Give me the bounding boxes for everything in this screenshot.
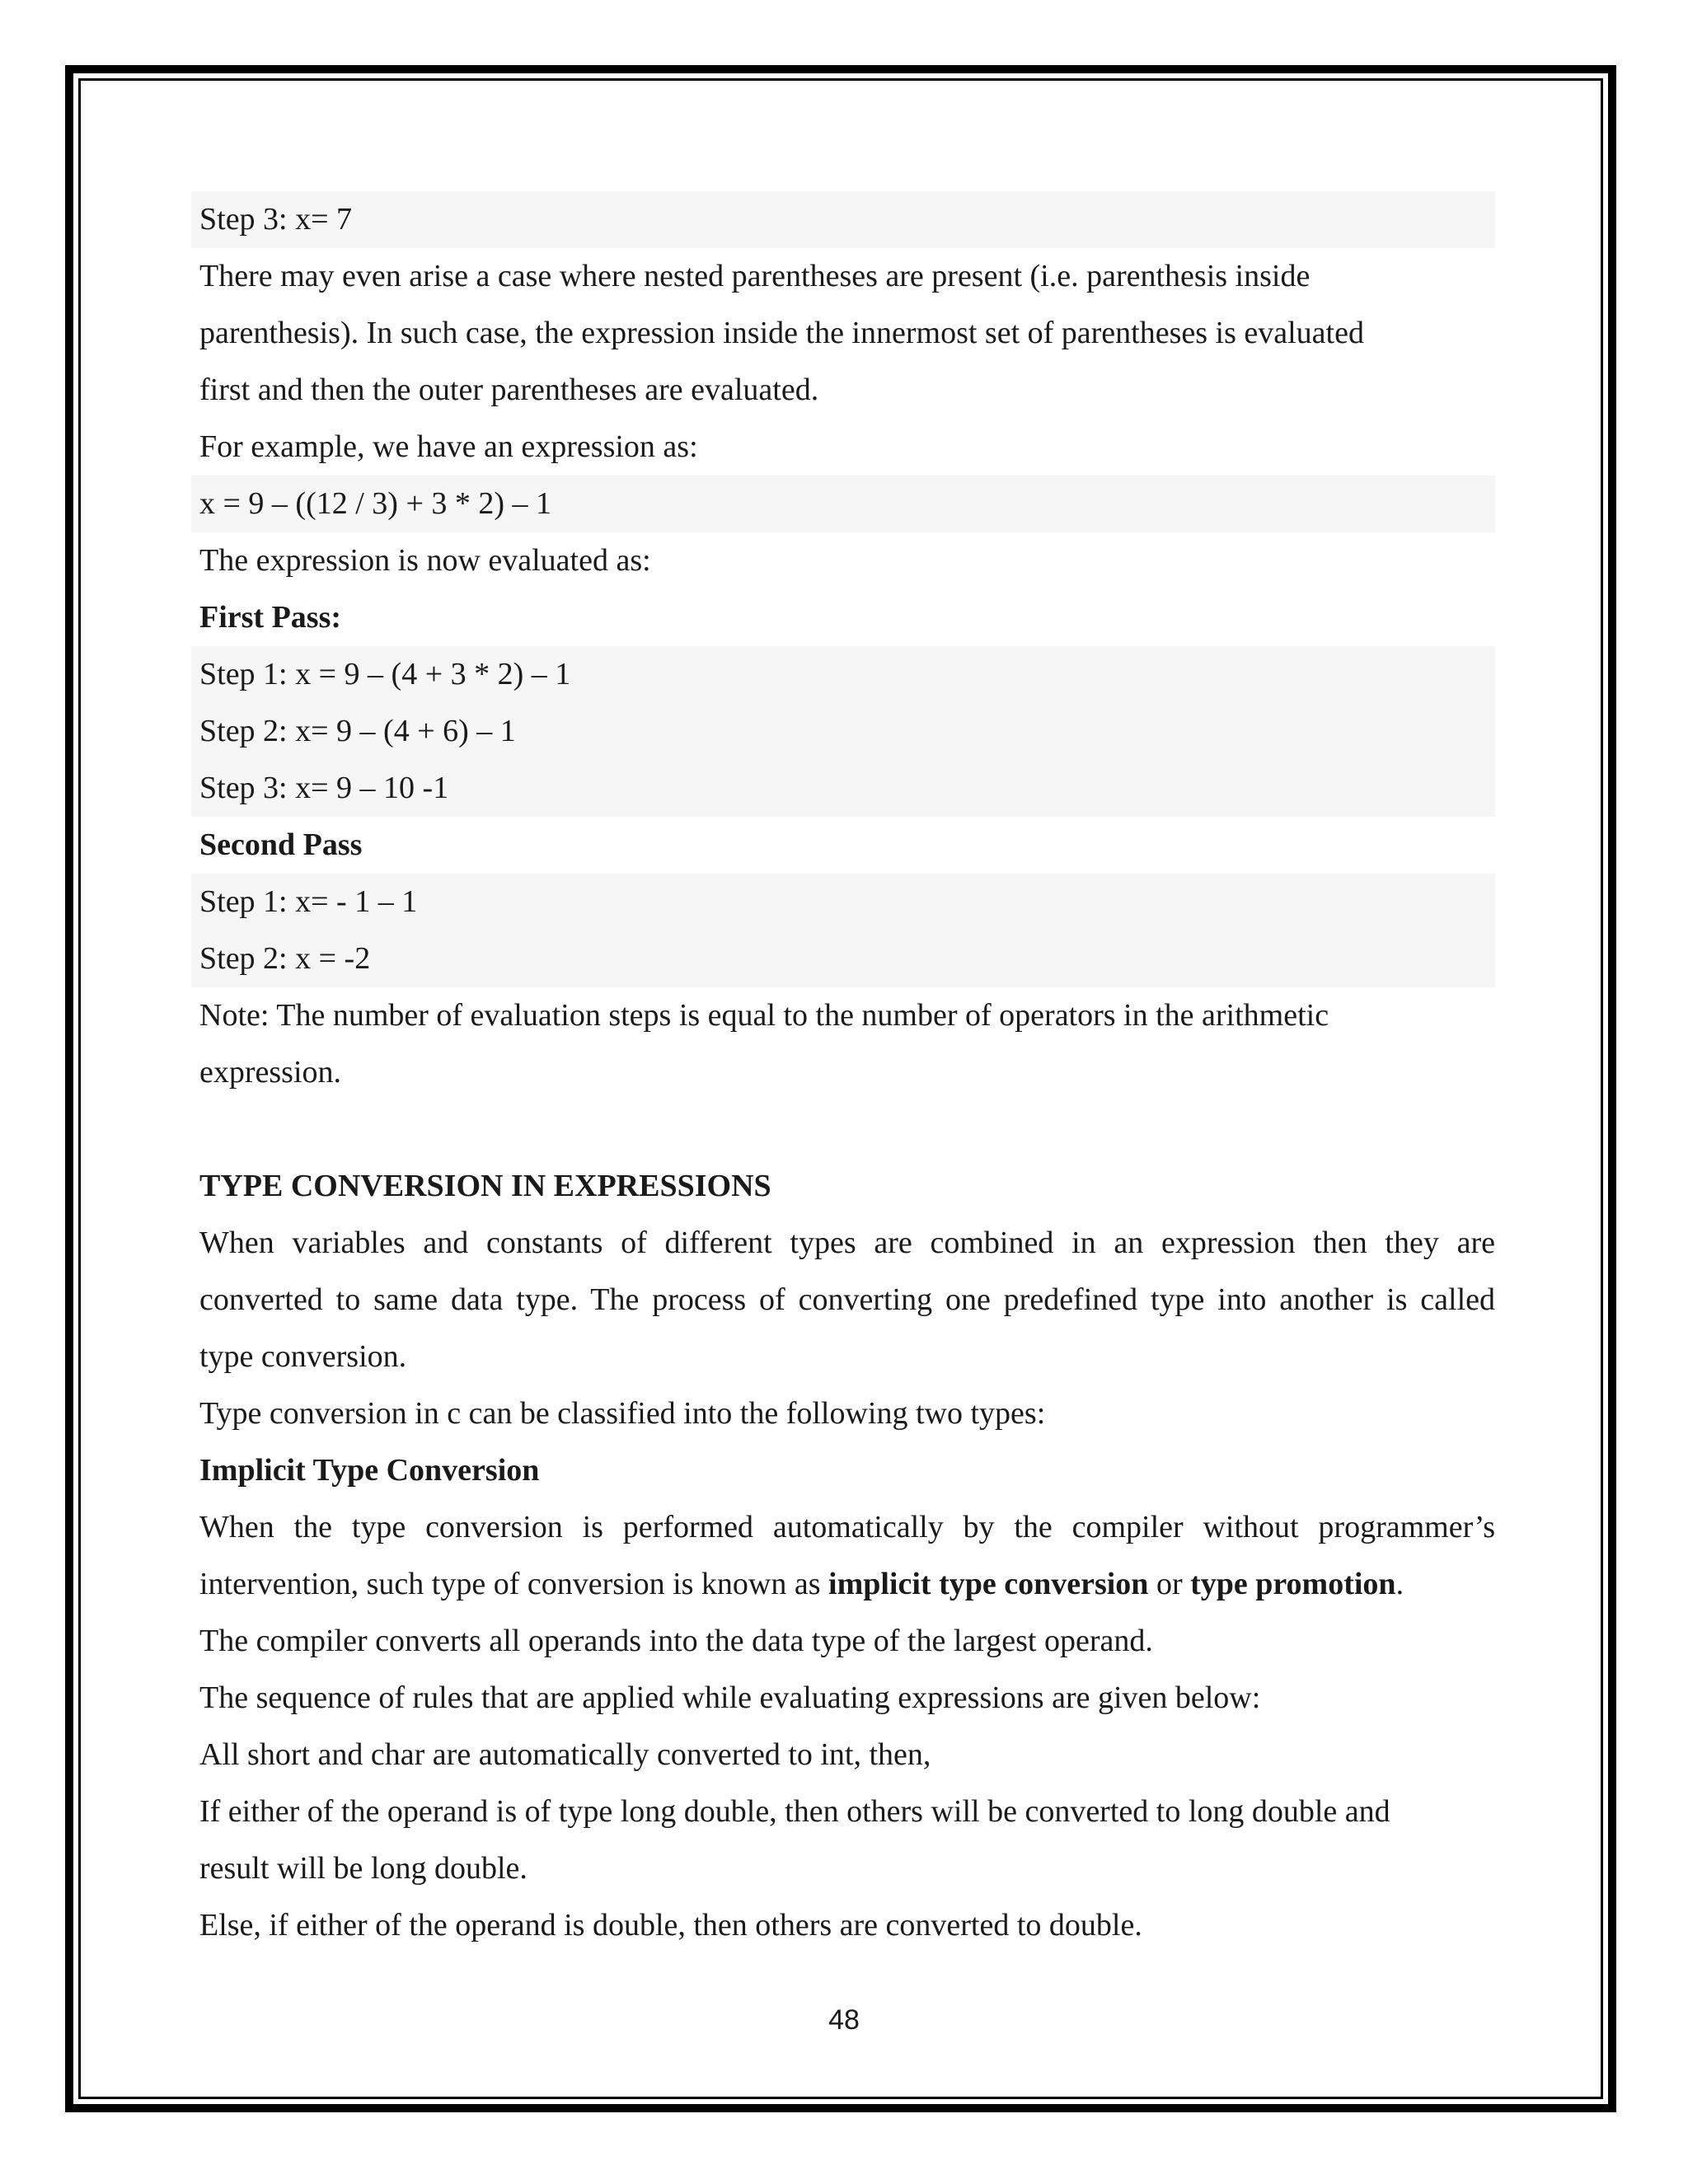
paragraph-line: result will be long double. [199,1851,528,1886]
expression-line: x = 9 – ((12 / 3) + 3 * 2) – 1 [191,476,1495,532]
paragraph-line: The sequence of rules that are applied while evaluating expressions are given below: [199,1680,1261,1715]
text-span: intervention, such type of conversion is known as [199,1567,829,1601]
step-line: Step 3: x= 9 – 10 -1 [191,760,1495,817]
paragraph-line: When variables and constants of different types are combined in an expression then they are [199,1226,1495,1260]
paragraph-line: The compiler converts all operands into the data type of the largest operand. [199,1624,1153,1658]
step-line: Step 1: x = 9 – (4 + 3 * 2) – 1 [191,646,1495,703]
page-content [191,191,1495,1954]
paragraph-line: type conversion. [199,1339,407,1374]
step-line: Step 3: x= 7 [191,191,1495,248]
sub-heading: Implicit Type Conversion [199,1453,540,1488]
paragraph-line: Type conversion in c can be classified into the following two types: [199,1396,1046,1431]
paragraph-line: Else, if either of the operand is double, then others are converted to double. [199,1908,1142,1943]
paragraph-line: For example, we have an expression as: [199,429,698,464]
step-line: Step 1: x= - 1 – 1 [191,874,1495,930]
bold-term: type promotion [1190,1567,1396,1601]
note-line: Note: The number of evaluation steps is equal to the number of operators in the arithmetic [199,998,1329,1033]
first-pass-heading: First Pass: [199,600,342,635]
paragraph-line: There may even arise a case where nested parentheses are present (i.e. parenthesis inside [199,259,1311,293]
note-line: expression. [199,1055,342,1090]
text-span: or [1148,1567,1191,1601]
paragraph-line: The expression is now evaluated as: [199,543,651,578]
paragraph-line: converted to same data type. The process of converting one predefined type into another is called [199,1282,1495,1317]
step-line: Step 2: x = -2 [191,930,1495,987]
paragraph-line: parenthesis). In such case, the expression inside the innermost set of parentheses is evaluated [199,316,1364,350]
step-line: Step 2: x= 9 – (4 + 6) – 1 [191,703,1495,760]
section-gap [191,1101,1495,1158]
paragraph-line: first and then the outer parentheses are evaluated. [199,373,819,407]
text-span: . [1395,1567,1404,1601]
bold-term: implicit type conversion [828,1567,1149,1601]
paragraph-line: When the type conversion is performed automatically by the compiler without programmer’s [199,1510,1495,1544]
paragraph-line: If either of the operand is of type long double, then others will be converted to long double and [199,1794,1390,1829]
section-heading: TYPE CONVERSION IN EXPRESSIONS [199,1169,771,1203]
paragraph-line [191,1556,1495,1613]
second-pass-heading: Second Pass [199,827,363,862]
page-number: 48 [828,2004,860,2036]
paragraph-line: All short and char are automatically converted to int, then, [199,1737,931,1772]
